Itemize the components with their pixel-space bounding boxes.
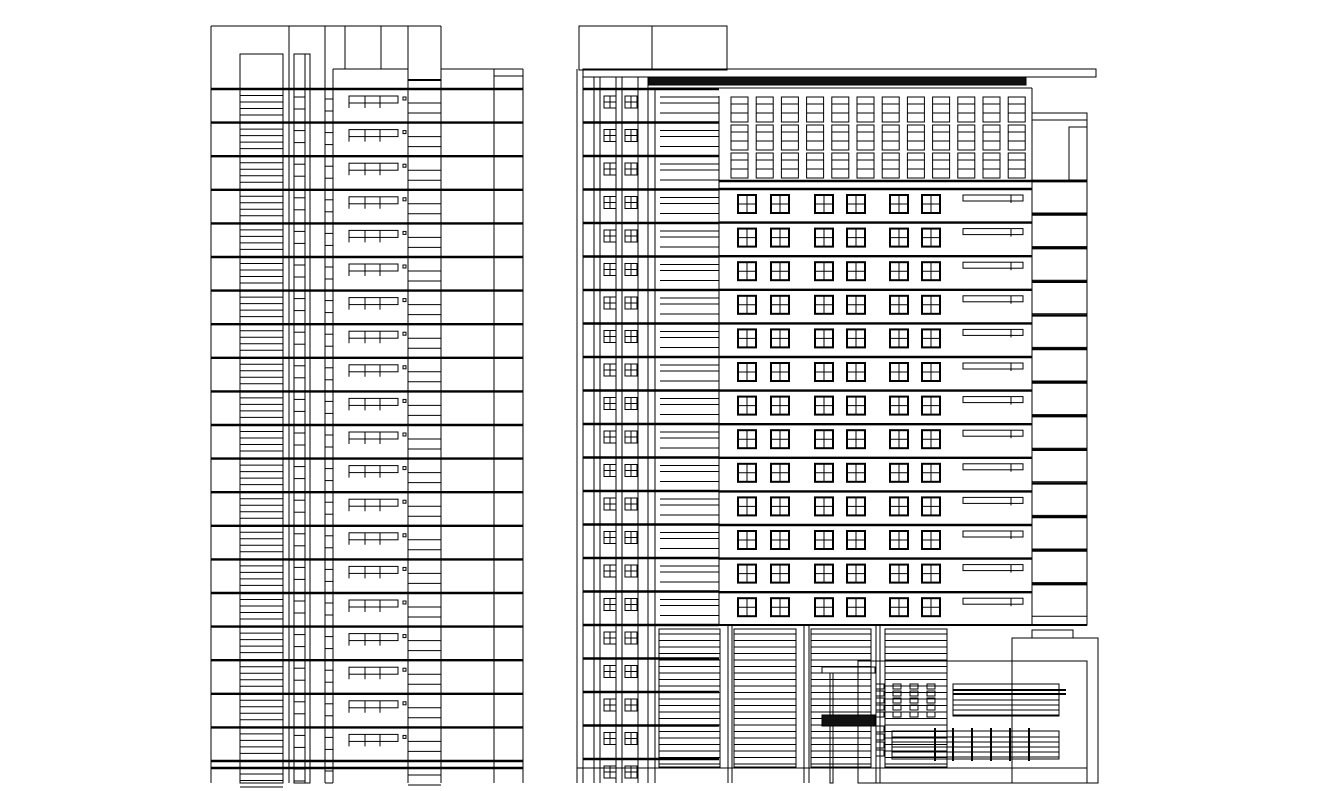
upper-glazing-panel: [933, 125, 950, 150]
upper-glazing-panel: [857, 97, 874, 122]
vent-marker: [403, 735, 406, 738]
vent-marker: [403, 198, 406, 201]
upper-glazing-panel: [832, 97, 849, 122]
vent-marker: [403, 567, 406, 570]
upper-glazing-panel: [756, 97, 773, 122]
right-tower-elevation: [577, 26, 1098, 791]
window-unit: [349, 398, 398, 405]
vent-marker: [403, 601, 406, 604]
vent-marker: [403, 399, 406, 402]
vent-marker: [403, 332, 406, 335]
upper-glazing-panel: [731, 97, 748, 122]
window-unit: [349, 163, 398, 170]
upper-glazing-panel: [807, 125, 824, 150]
sunshade-fin: [963, 565, 1023, 571]
vent-marker: [403, 131, 406, 134]
upper-glazing-panel: [832, 125, 849, 150]
vent-marker: [403, 534, 406, 537]
roof-band: [649, 77, 1026, 85]
upper-glazing-panel: [933, 153, 950, 178]
window-unit: [349, 197, 398, 204]
vent-marker: [403, 433, 406, 436]
vent-marker: [403, 265, 406, 268]
window-unit: [349, 667, 398, 674]
window-unit: [349, 96, 398, 103]
side-annex: [1032, 113, 1087, 625]
sunshade-fin: [963, 464, 1023, 470]
window-unit: [349, 600, 398, 607]
upper-glazing-panel: [731, 153, 748, 178]
entrance-canopy-slab: [822, 667, 875, 673]
upper-glazing-panel: [1008, 125, 1025, 150]
podium-window: [893, 691, 901, 696]
window-unit: [349, 432, 398, 439]
podium-window: [893, 712, 901, 717]
sunshade-fin: [963, 598, 1023, 604]
curtain-wall-bay: [659, 629, 720, 767]
upper-glazing-panel: [781, 153, 798, 178]
vent-marker: [403, 635, 406, 638]
upper-glazing-panel: [958, 125, 975, 150]
sunshade-fin: [963, 296, 1023, 302]
sunshade-fin: [963, 195, 1023, 201]
upper-glazing-panel: [807, 153, 824, 178]
upper-glazing-panel: [983, 97, 1000, 122]
window-unit: [349, 298, 398, 305]
upper-glazing-panel: [907, 153, 924, 178]
upper-glazing-panel: [731, 125, 748, 150]
upper-glazing-panel: [807, 97, 824, 122]
left-tower-elevation: [211, 26, 523, 787]
service-column: [294, 54, 310, 783]
upper-glazing-panel: [882, 97, 899, 122]
window-unit: [349, 734, 398, 741]
window-unit: [349, 533, 398, 540]
window-unit: [349, 365, 398, 372]
podium-window: [927, 691, 935, 696]
upper-glazing-panel: [933, 97, 950, 122]
upper-glazing-panel: [756, 153, 773, 178]
upper-glazing-panel: [1008, 97, 1025, 122]
vent-marker: [403, 299, 406, 302]
sunshade-fin: [963, 531, 1023, 537]
curtain-wall-bay: [734, 629, 796, 767]
sunshade-fin: [963, 497, 1023, 503]
window-unit: [349, 230, 398, 237]
upper-glazing-panel: [958, 153, 975, 178]
upper-glazing-panel: [907, 97, 924, 122]
window-unit: [349, 264, 398, 271]
vent-marker: [403, 500, 406, 503]
sunshade-fin: [963, 363, 1023, 369]
sunshade-fin: [963, 430, 1023, 436]
vent-marker: [403, 467, 406, 470]
vent-marker: [403, 231, 406, 234]
upper-glazing-panel: [882, 153, 899, 178]
canopy-band: [822, 715, 875, 726]
sunshade-fin: [963, 329, 1023, 335]
podium-window: [927, 712, 935, 717]
upper-glazing-panel: [907, 125, 924, 150]
window-unit: [349, 466, 398, 473]
upper-glazing-panel: [882, 125, 899, 150]
upper-glazing-panel: [857, 125, 874, 150]
vent-marker: [403, 702, 406, 705]
upper-glazing-panel: [983, 153, 1000, 178]
entrance-canopy: [1032, 630, 1073, 638]
window-unit: [349, 130, 398, 137]
vent-marker: [403, 668, 406, 671]
upper-glazing-panel: [756, 125, 773, 150]
upper-glazing-panel: [832, 153, 849, 178]
curtain-wall-bay: [811, 629, 871, 767]
window-unit: [349, 634, 398, 641]
window-unit: [349, 331, 398, 338]
vent-marker: [403, 164, 406, 167]
podium-window: [910, 691, 918, 696]
window-unit: [349, 701, 398, 708]
upper-glazing-panel: [781, 97, 798, 122]
window-unit: [349, 566, 398, 573]
annex-panel: [1069, 127, 1087, 180]
vent-marker: [403, 97, 406, 100]
upper-glazing-panel: [857, 153, 874, 178]
upper-glazing-panel: [958, 97, 975, 122]
rooftop-plant-room: [579, 26, 727, 70]
window-unit: [349, 499, 398, 506]
vent-marker: [403, 366, 406, 369]
sunshade-fin: [963, 262, 1023, 268]
sunshade-fin: [963, 397, 1023, 403]
podium-window: [910, 712, 918, 717]
upper-glazing-panel: [1008, 153, 1025, 178]
upper-glazing-panel: [983, 125, 1000, 150]
sunshade-fin: [963, 229, 1023, 235]
upper-glazing-panel: [781, 125, 798, 150]
